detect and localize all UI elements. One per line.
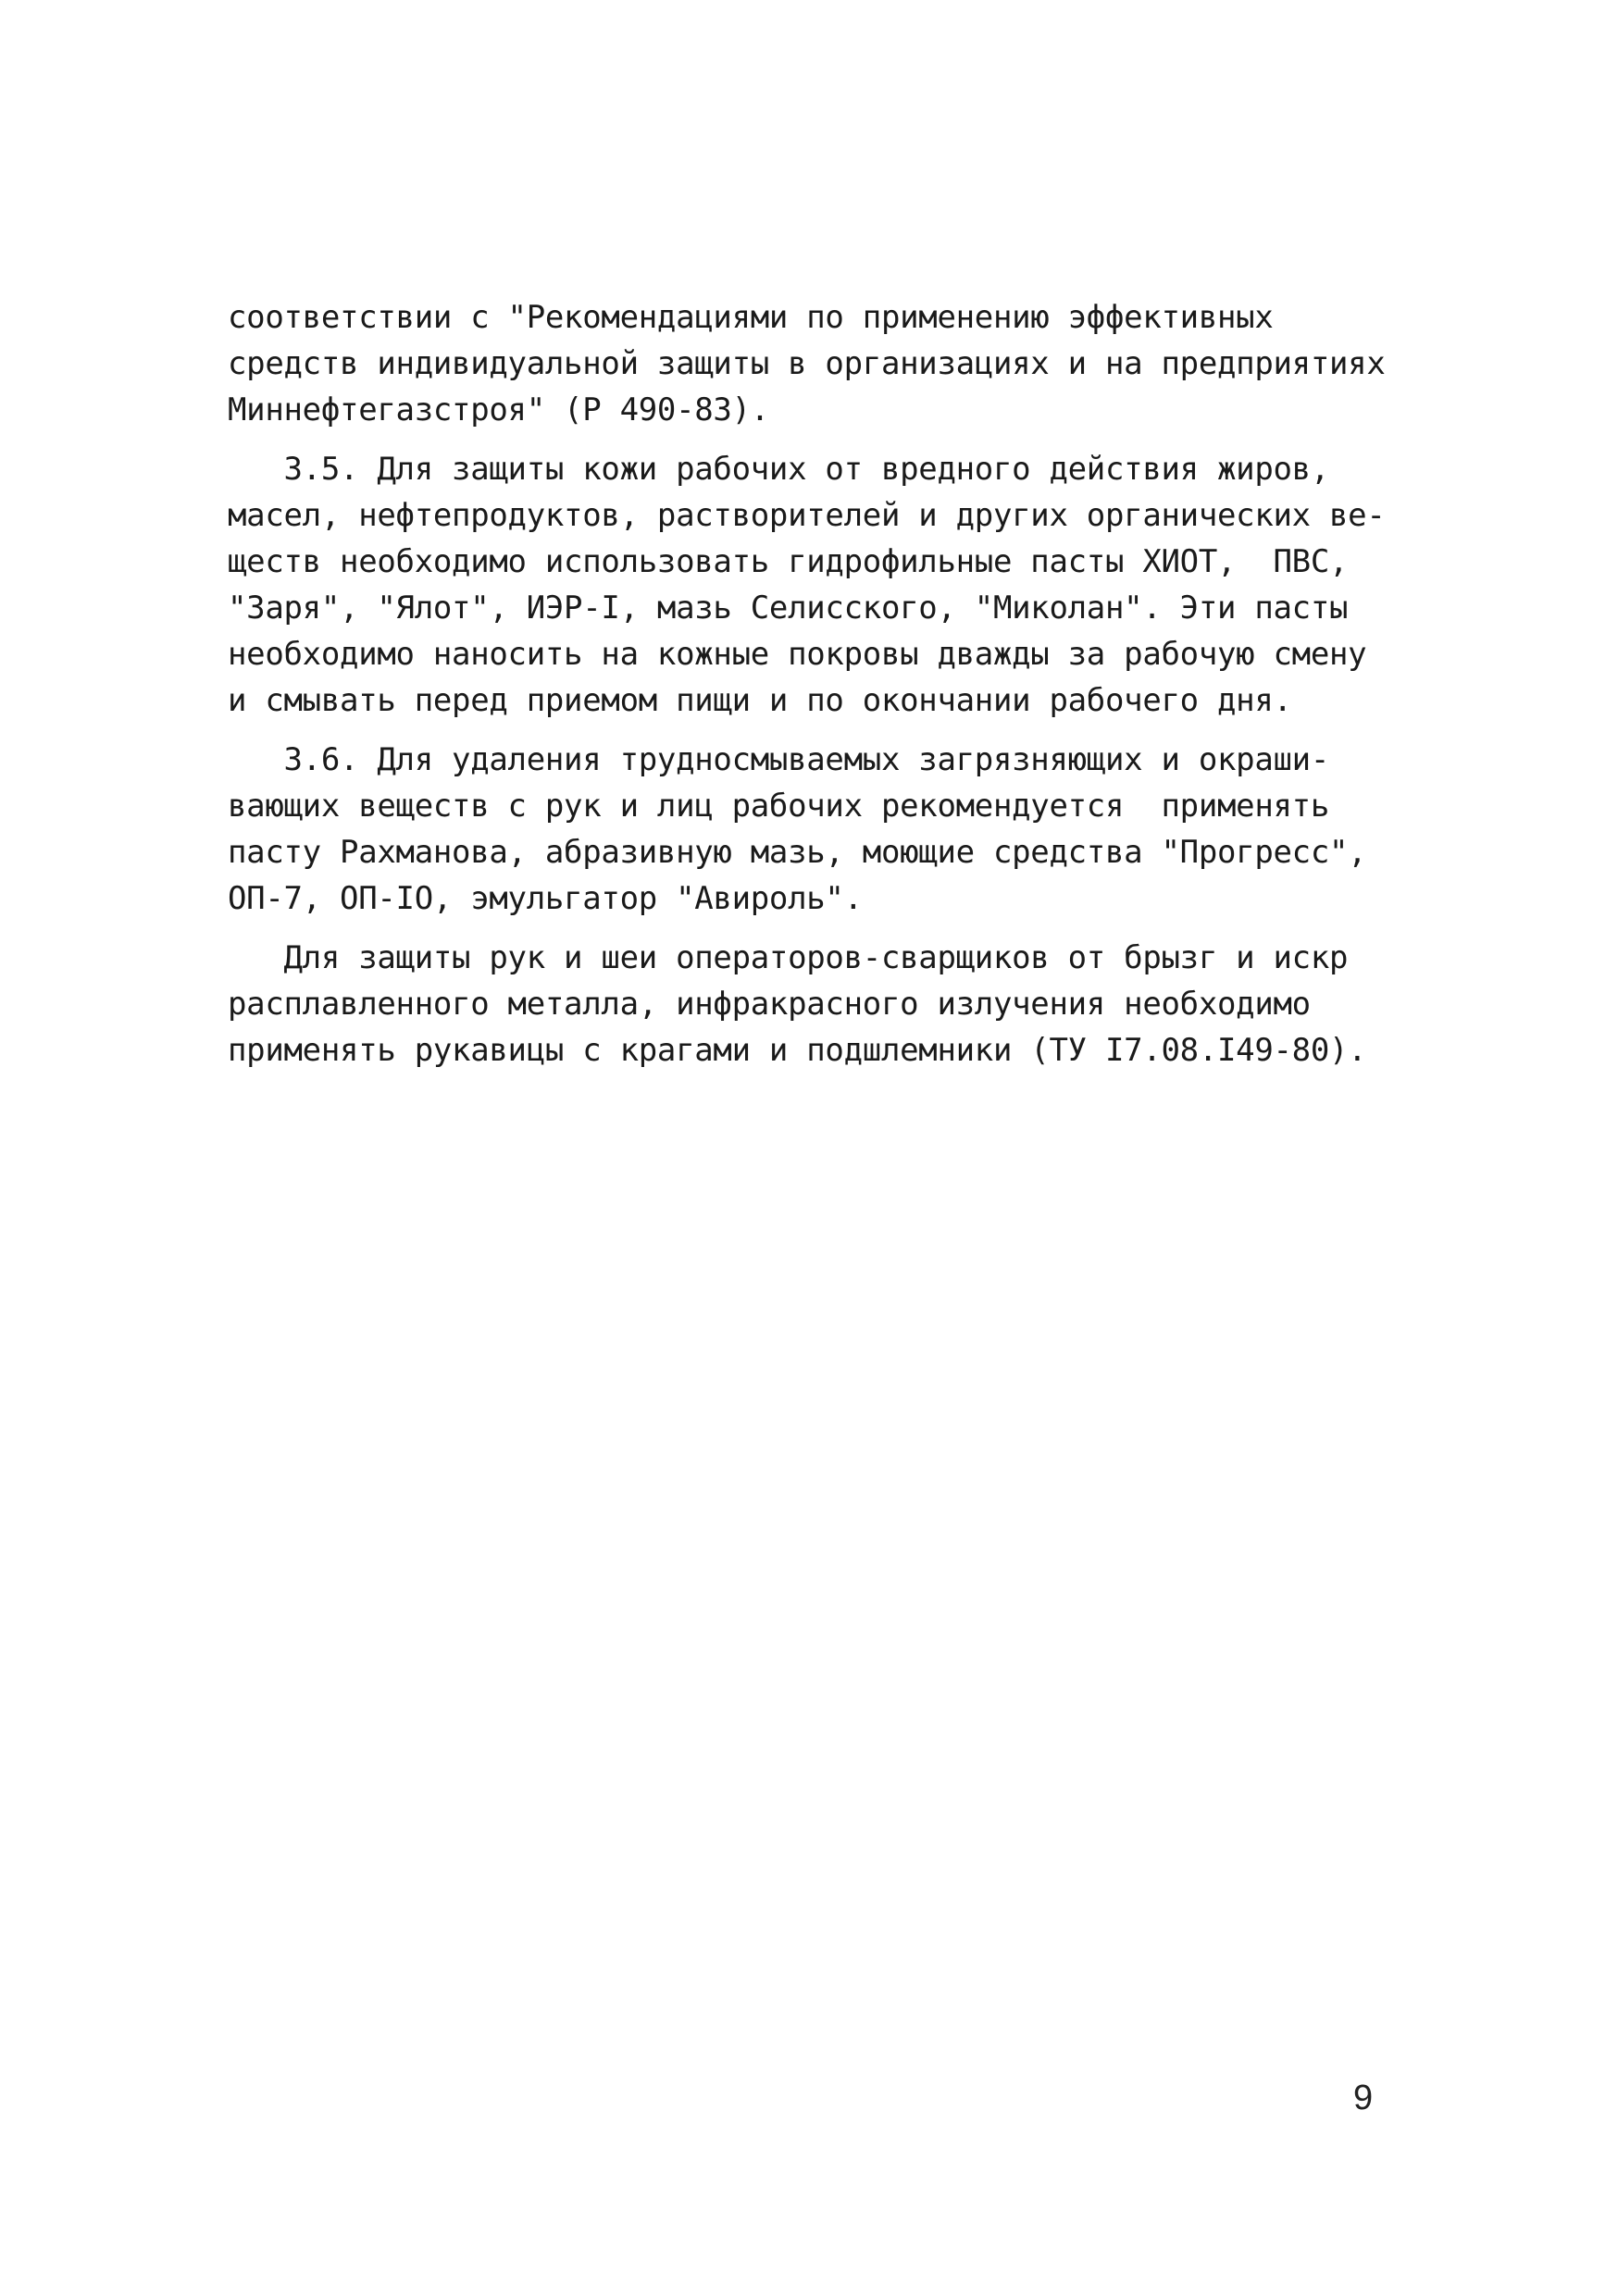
text-line: 3.6. Для удаления трудносмываемых загрязняющих и окраши- (228, 741, 1330, 778)
text-line: расплавленного металла, инфракрасного излучения необходимо (228, 986, 1311, 1023)
text-line: вающих веществ с рук и лиц рабочих рекомендуется применять (228, 788, 1330, 825)
text-line: 3.5. Для защиты кожи рабочих от вредного действия жиров, (228, 451, 1330, 488)
text-line: необходимо наносить на кожные покровы дважды за рабочую смену (228, 636, 1367, 673)
text-line: Миннефтегазстроя" (Р 490-83). (228, 391, 769, 428)
body-text (228, 294, 1413, 1074)
text-line: ОП-7, ОП-IO, эмульгатор "Авироль". (228, 880, 863, 917)
text-line: Для защиты рук и шеи операторов-сварщиков от брызг и искр (228, 939, 1349, 976)
text-line: "Заря", "Ялот", ИЭР-I, мазь Селисского, "Миколан". Эти пасты (228, 590, 1349, 627)
text-line: применять рукавицы с крагами и подшлемники (ТУ I7.08.I49-80). (228, 1032, 1367, 1069)
page-number: 9 (1353, 2079, 1374, 2117)
text-line: соответствии с "Рекомендациями по применению эффективных (228, 299, 1274, 336)
text-line: ществ необходимо использовать гидрофильные пасты ХИОТ, ПВС, (228, 543, 1349, 580)
text-line: масел, нефтепродуктов, растворителей и других органических ве- (228, 497, 1386, 534)
paragraph-continuation (228, 294, 1413, 433)
paragraph-welders (228, 935, 1413, 1074)
text-line: и смывать перед приемом пищи и по окончании рабочего дня. (228, 682, 1292, 719)
paragraph-3-5 (228, 446, 1413, 724)
text-line: пасту Рахманова, абразивную мазь, моющие средства "Прогресс", (228, 834, 1367, 871)
paragraph-3-6 (228, 737, 1413, 922)
text-line: средств индивидуальной защиты в организациях и на предприятиях (228, 345, 1386, 382)
